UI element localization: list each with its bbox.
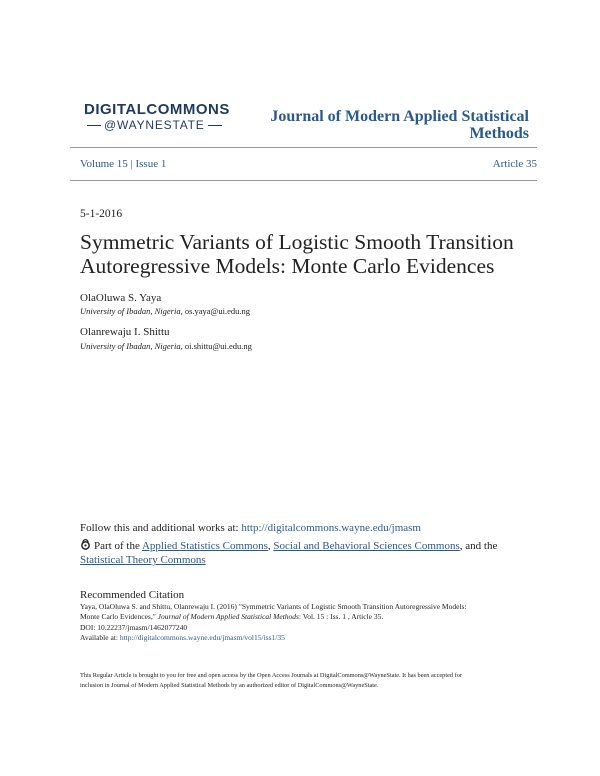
publication-date: 5-1-2016 <box>80 208 123 220</box>
footer-note <box>80 671 530 692</box>
footer-line1: This Regular Article is brought to you for free and open access by the Open Access Journals at DigitalCommons@WayneState. It has been accepted for <box>80 672 462 679</box>
volume-issue <box>80 158 166 170</box>
bottom-rule <box>70 180 537 181</box>
author-affiliation: University of Ibadan, Nigeria, os.yaya@ui.edu.ng <box>80 306 251 316</box>
open-access-icon <box>80 539 91 550</box>
citation-url-link[interactable]: http://digitalcommons.wayne.edu/jmasm/vol15/iss1/35 <box>119 632 285 642</box>
author-email[interactable]: oi.shittu@ui.edu.ng <box>184 341 252 351</box>
recommended-citation-heading: Recommended Citation <box>80 589 185 601</box>
available-label: Available at: <box>80 632 118 642</box>
waynestate-logo-text <box>84 118 225 132</box>
footer-line2: inclusion in Journal of Modern Applied Statistical Methods by an authorized editor of DigitalCommons@WayneState. <box>80 682 379 690</box>
logo-dash-right <box>208 125 222 126</box>
issue-link[interactable]: Issue 1 <box>135 158 167 170</box>
volume-link[interactable]: Volume 15 <box>80 158 128 170</box>
citation-line2-pre: Monte Carlo Evidences," <box>80 612 156 622</box>
affiliation-text: University of Ibadan, Nigeria <box>80 341 181 351</box>
top-rule <box>70 147 537 148</box>
author-affiliation: University of Ibadan, Nigeria, oi.shittu@ui.edu.ng <box>80 341 252 351</box>
journal-title[interactable] <box>229 108 529 142</box>
digitalcommons-logo-text: DIGITALCOMMONS <box>84 101 230 118</box>
affiliation-text: University of Ibadan, Nigeria <box>80 306 181 316</box>
follow-text: Follow this and additional works at: <box>80 522 239 534</box>
follow-url-link[interactable]: http://digitalcommons.wayne.edu/jmasm <box>241 522 421 534</box>
part-of-text: Part of the <box>94 540 140 552</box>
social-behavioral-sciences-commons-link[interactable]: Social and Behavioral Sciences Commons <box>273 540 460 552</box>
applied-statistics-commons-link[interactable]: Applied Statistics Commons <box>141 540 268 552</box>
part-of-line <box>80 539 530 567</box>
citation-doi: DOI: 10.22237/jmasm/1462077240 <box>80 622 188 632</box>
article-number[interactable]: Article 35 <box>492 158 537 170</box>
and-the-text: , and the <box>459 540 498 552</box>
citation-journal: Journal of Modern Applied Statistical Methods <box>157 612 299 622</box>
statistical-theory-commons-link[interactable]: Statistical Theory Commons <box>80 554 206 566</box>
volume-issue-separator: | <box>130 158 133 170</box>
journal-title-line2: Methods <box>469 125 529 142</box>
citation-line2 <box>80 612 530 622</box>
citation-available <box>80 633 530 643</box>
author-email[interactable]: os.yaya@ui.edu.ng <box>184 306 251 316</box>
citation-block <box>80 602 530 643</box>
citation-line2-post: : Vol. 15 : Iss. 1 , Article 35. <box>298 612 384 622</box>
article-title: Symmetric Variants of Logistic Smooth Transition Autoregressive Models: Monte Carlo Evidences <box>80 230 514 278</box>
logo-dash-left <box>87 125 101 126</box>
logo-line2: @WAYNESTATE <box>104 118 205 132</box>
journal-title-line1: Journal of Modern Applied Statistical <box>270 108 529 125</box>
author-name: Olanrewaju I. Shittu <box>80 326 170 338</box>
citation-line1: Yaya, OlaOluwa S. and Shittu, Olanrewaju I. (2016) "Symmetric Variants of Logistic Smooth Transition Autoregressive Models: <box>80 602 467 611</box>
author-name: OlaOluwa S. Yaya <box>80 292 162 304</box>
commons-separator: , <box>267 540 271 552</box>
follow-line <box>80 522 540 534</box>
